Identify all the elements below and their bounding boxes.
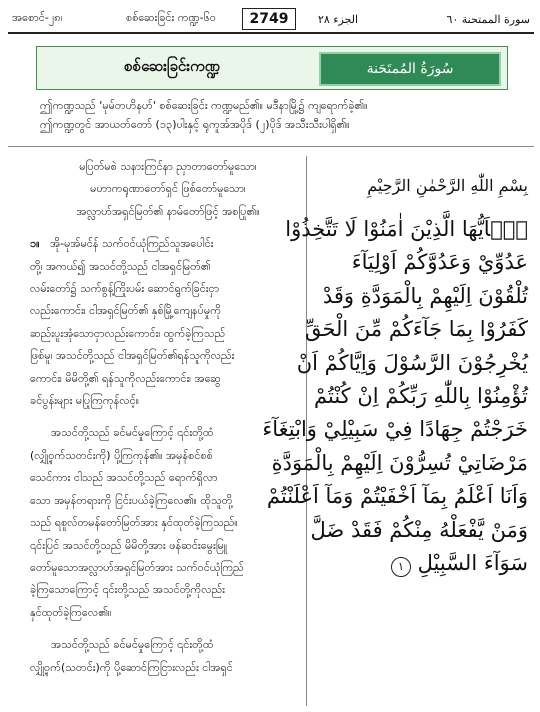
basmala-translation-line: အလ္လာဟ်အရှင်မြတ်၏ နာမ်တော်ဖြင့် အစပြု၏။ (76, 204, 260, 218)
surah-label: စစ်ဆေးခြင်း ကဏ္ဍ-၆၀ (126, 11, 216, 24)
translation-line: ကောင်း၊ မိမိတို့၏ ရန်သူကိုလည်းကောင်း၊ အဆွေ (30, 371, 221, 385)
translation-line: သည် ရစူလ်တမန်တော်မြတ်အား နှင်ထုတ်ခဲ့ကြသည်။ (30, 516, 238, 530)
verse-number: ၁။ (30, 237, 40, 251)
basmala-translation-line: မဟာကရုဏာတော်ရှင် ဖြစ်တော်မူသော၊ (90, 182, 246, 196)
intro-line: ဤကဏ္ဍတွင် အာယတ်တော် (၁၃)ပါးနှင့် ရုကူအ်အပိုဒ် (၂)ပိုဒ် အသီးသီးပါရှိ၏။ (40, 118, 350, 131)
translation-line: ဖြစ်မူ၊ အသင်တို့သည် ငါအရှင်မြတ်၏ရန်သူကိုလည်း (30, 349, 235, 363)
surah-title-myanmar: စစ်ဆေးခြင်းကဏ္ဍ (124, 57, 220, 75)
basmala-translation-line: မပြတ်မစဲ သနားကြင်နာ ညှာတာတော်မူသော၊ (79, 160, 257, 173)
translation-line: တော်မူသောအလ္လာဟ်အရှင်မြတ်အား သက်ဝင်ယုံကြည် (30, 560, 244, 574)
arabic-verse-line: وَاَنَا اَعْلَمُ بِمَآ اَخْفَيْتُمْ وَمَآ اَعْلَنْتُمْ (266, 484, 528, 509)
translation-line: လည်းကောင်း၊ ငါအရှင်မြတ်၏ နှစ်မြို့ကျေနပ်မှုကို (30, 304, 221, 318)
arabic-juz-label: الجزء ٢٨ (318, 12, 359, 26)
translation-line: (လျှို့ဝှက်သတင်းကို) ပို့ကြကုန်၏။ အမှန်စင်စစ် (30, 448, 213, 462)
translation-line: ခဲ့ကြသောကြောင့် ၎င်းတို့သည် အသင်တို့ကိုလည်း (30, 583, 225, 597)
page-header (8, 6, 534, 34)
translation-line: အသင်တို့သည် ခင်မင်မှုကြောင့် ၎င်းတို့ထံ (50, 426, 214, 440)
translation-line: သေင်ကား ငါသည် အသင်တို့သည် ရောက်ရှိလာ (30, 471, 218, 485)
surah-title-box (36, 46, 508, 90)
surah-title-arabic: سُورَةُ المُمتَحَنة (366, 61, 454, 77)
translation-line: သော အမှန်တရားကို ငြင်းပယ်ခဲ့ကြလေ၏။ ထိုသူတို့ (30, 493, 233, 507)
section-divider (8, 146, 534, 147)
translation-line: တို့၊ အကယ်၍ အသင်တို့သည် ငါအရှင်မြတ်၏ (30, 259, 211, 273)
page-number: 2749 (242, 8, 296, 30)
translation-line: ၁။ အို-မုအ်မင်န် သက်ဝင်ယုံကြည်သူအပေါင်း (30, 237, 214, 251)
translation-line: နှင်ထုတ်ခဲ့ကြလေ၏။ (30, 605, 112, 619)
surah-title-calligraphy-panel (319, 52, 501, 86)
arabic-verse-line: كَفَرُوْا بِمَا جَآءَكُمْ مِّنَ الْحَقِّ (304, 317, 528, 342)
arabic-verse-line: يٰۤاَيُّهَا الَّذِيْنَ اٰمَنُوْا لَا تَتَّخِذُوْا (285, 217, 528, 241)
arabic-verse-line: مَرْضَاتِيْ تُسِرُّوْنَ اِلَيْهِمْ بِالْمَوَدَّةِ (271, 450, 528, 475)
arabic-verse-line: تُؤْمِنُوْا بِاللّٰهِ رَبِّكُمْ اِنْ كُنْتُمْ (314, 384, 528, 409)
arabic-verse-line: يُخْرِجُوْنَ الرَّسُوْلَ وَاِيَّاكُمْ اَنْ (296, 350, 528, 375)
translation-line: ခင်ပွန်းများ မပြုကြကုန်လင့်။ (30, 394, 140, 408)
translation-line: လျှို့ဝှက်(သတင်း)ကို ပို့ဆောင်ကြငြားလည်း ငါအရှင် (30, 660, 233, 674)
arabic-verse-line-last: سَوَآءَ السَّبِيْلِ ١ (312, 547, 528, 580)
arabic-verse-line: عَدُوِّيْ وَعَدُوَّكُمْ اَوْلِيَآءَ (351, 250, 528, 275)
translation-line: အသင်တို့သည် ခင်မင်မှုကြောင့် ၎င်းတို့ထံ (50, 638, 214, 652)
surah-introduction (40, 96, 500, 134)
translation-line: ၎င်းပြင် အသင်တို့သည် မိမိတို့အား ဖန်ဆင်းမွေးမြူ (30, 538, 228, 552)
basmala-arabic: بِسْمِ اللّٰهِ الرَّحْمٰنِ الرَّحِيْمِ (367, 176, 528, 195)
arabic-column (262, 176, 528, 580)
arabic-verse-line: تُلْقُوْنَ اِلَيْهِمْ بِالْمَوَدَّةِ وَقَدْ (322, 283, 528, 308)
juz-label: အစောင်-၂၈၊ (12, 11, 63, 24)
arabic-surah-label: سورة الممتحنة ٦٠ (446, 12, 530, 26)
translation-line: လမ်းတော်၌ သက်စွန့်ကြိုးပမ်း ဆောင်ရွက်ခြင်းငှာ (30, 282, 220, 296)
arabic-verse-line: خَرَجْتُمْ جِهَادًا فِيْ سَبِيْلِيْ وَابْتِغَآءَ (262, 417, 528, 442)
ayah-end-marker: ١ (391, 557, 411, 577)
translation-line: ဆည်းပူးအုံသောငှာလည်းကောင်း၊ ထွက်ခဲ့ကြသည် (30, 326, 226, 340)
intro-line: ဤကဏ္ဍသည် 'မုမ်တဟိနဟ်' စစ်ဆေးခြင်း ကဏ္ဍမည်၏။ မဒီနာမြို့၌ ကျရောက်ခဲ့၏။ (40, 99, 368, 112)
arabic-verse-line: وَمَنْ يَّفْعَلْهُ مِنْكُمْ فَقَدْ ضَلَّ (310, 517, 528, 542)
